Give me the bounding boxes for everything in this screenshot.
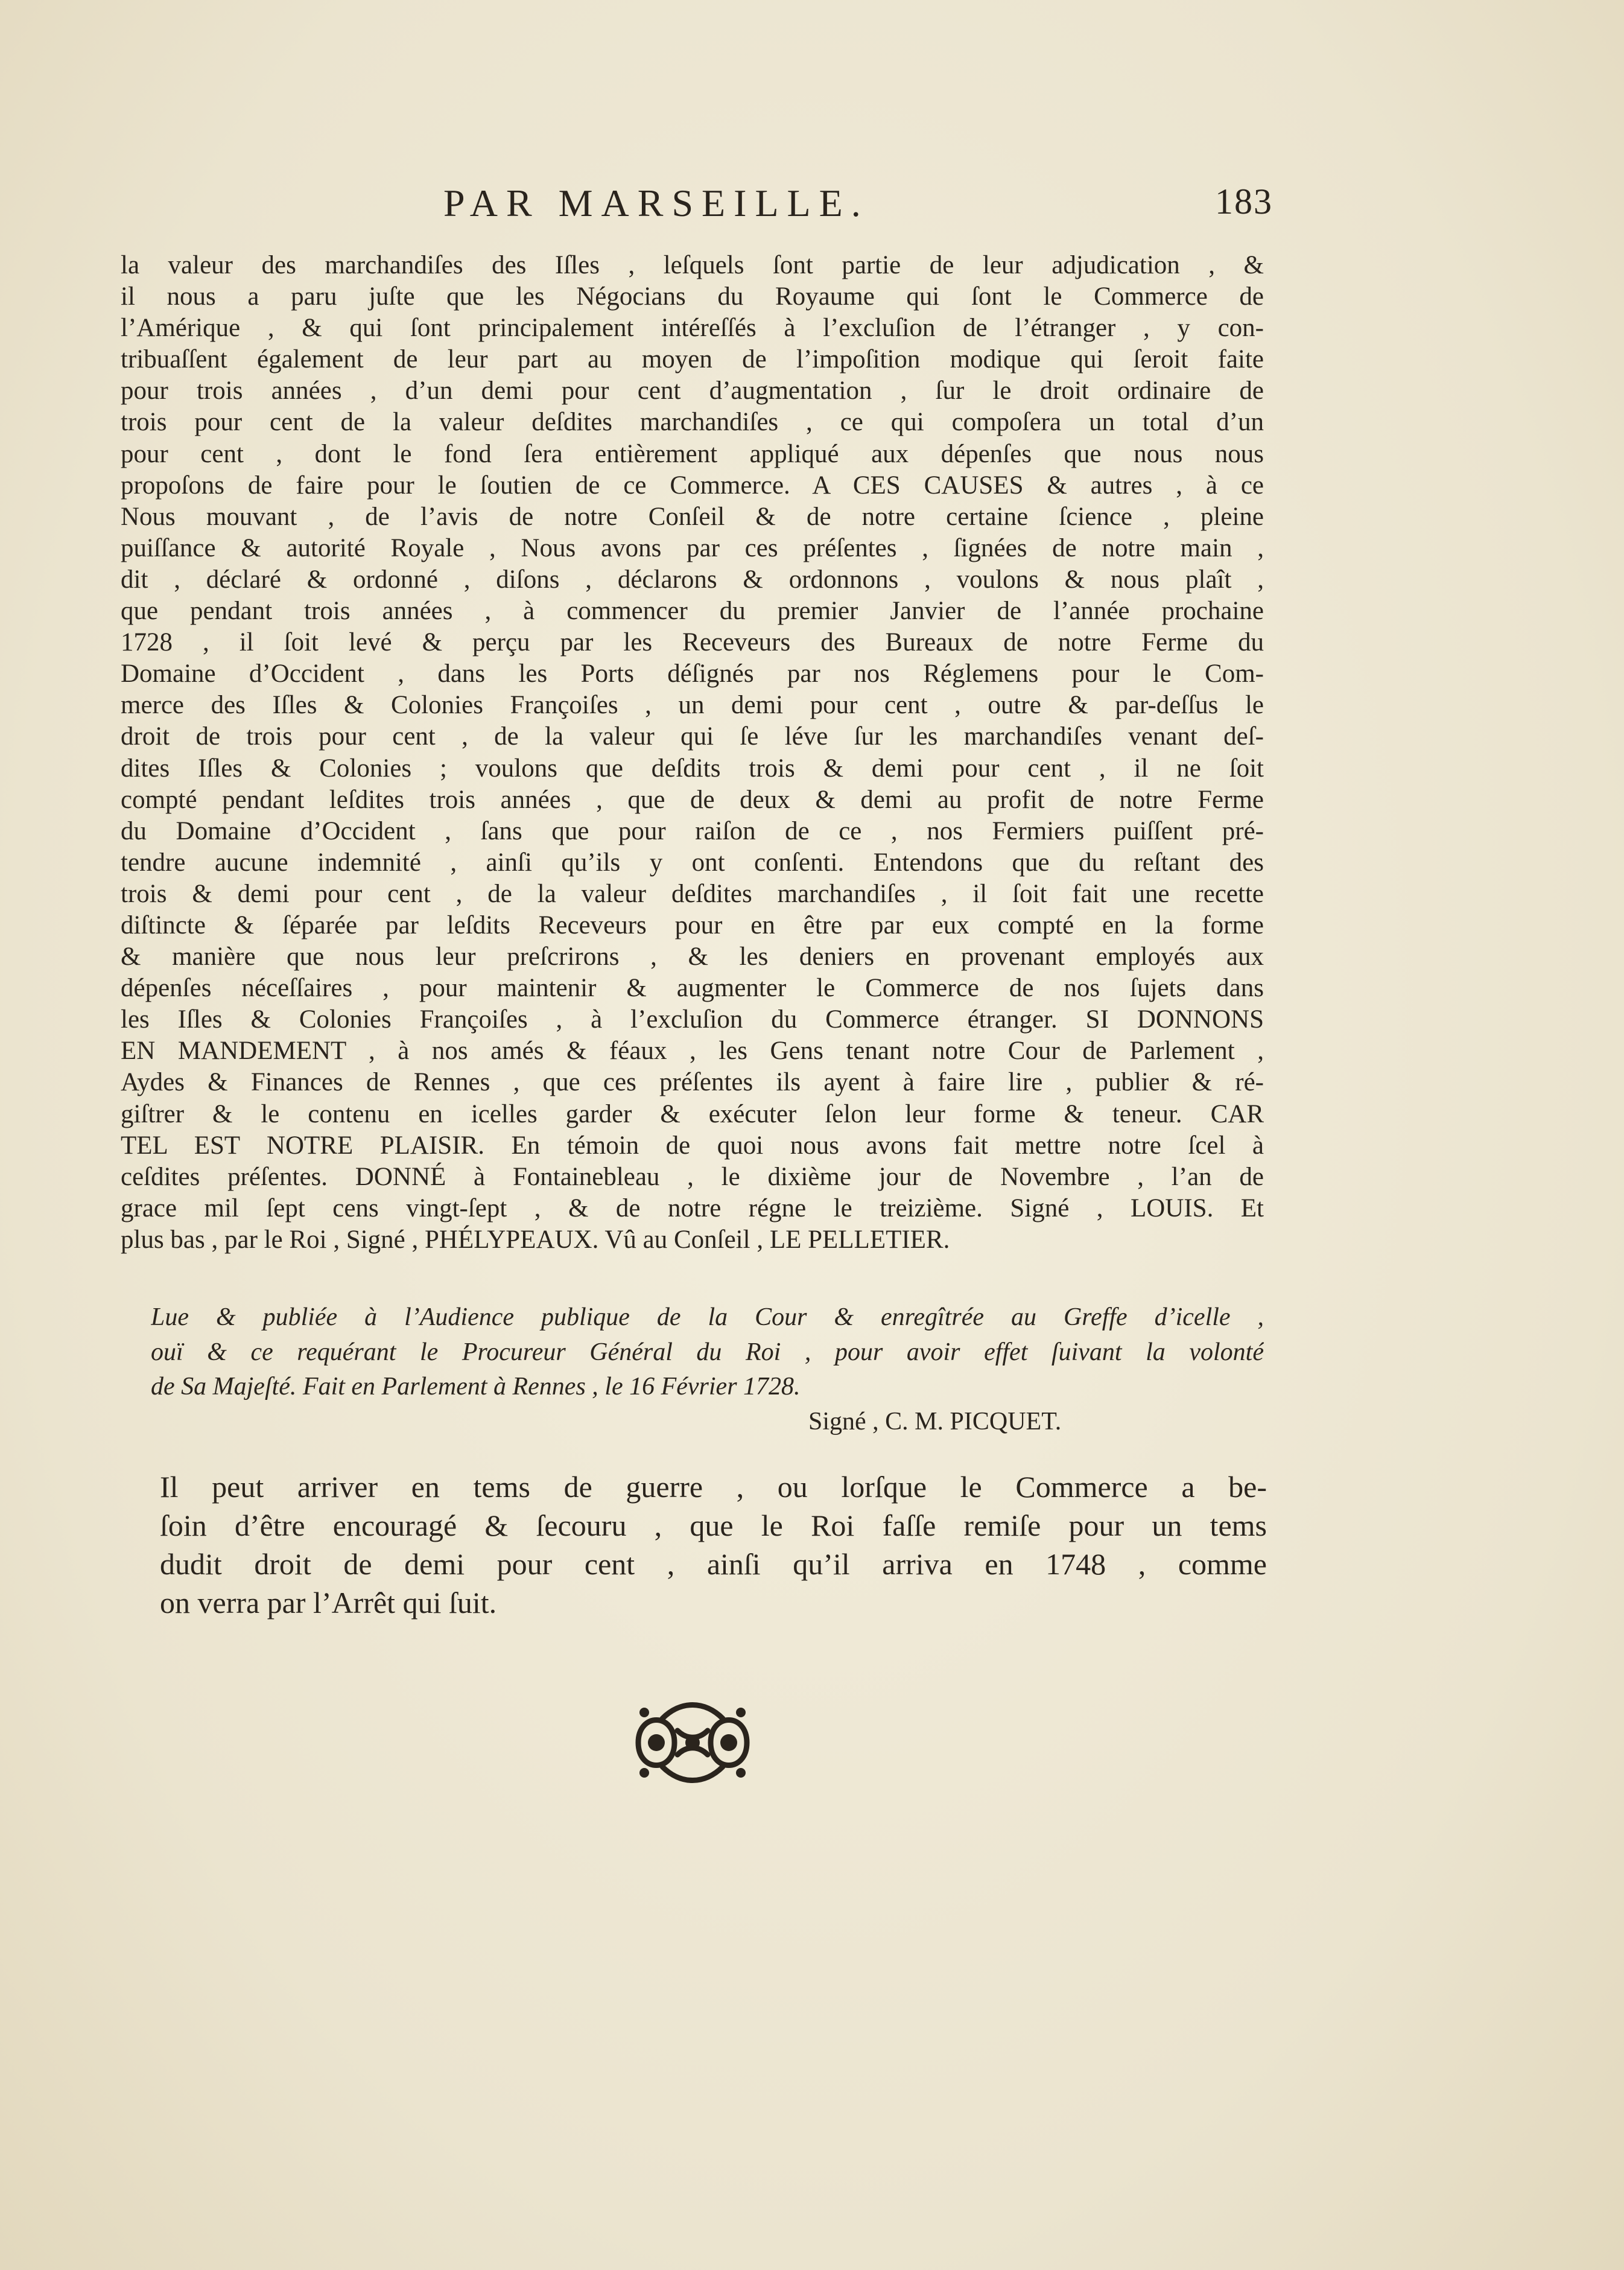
body-line: que pendant trois années , à commencer du premier Janvier de l’année prochaine	[121, 597, 1264, 626]
running-title: PAR MARSEILLE.	[443, 182, 869, 224]
body-line: ceſdites préſentes. DONNÉ à Fontainebleau , le dixième jour de Novembre , l’an de	[121, 1162, 1264, 1191]
body-line: dites Iſles & Colonies ; voulons que deſdits trois & demi pour cent , il ne ſoit	[121, 754, 1264, 783]
note-line: Il peut arriver en tems de guerre , ou lorſque le Commerce a be-	[160, 1470, 1267, 1504]
body-line: pour cent , dont le fond ſera entièrement appliqué aux dépenſes que nous nous	[121, 439, 1264, 468]
body-line: EN MANDEMENT , à nos amés & féaux , les Gens tenant notre Cour de Parlement ,	[121, 1037, 1264, 1066]
body-line: pour trois années , d’un demi pour cent d’augmentation , ſur le droit ordinaire de	[121, 377, 1264, 405]
registration-line: ouï & ce requérant le Procureur Général du Roi , pour avoir effet ſuivant la volonté	[151, 1338, 1264, 1366]
body-line: dépenſes néceſſaires , pour maintenir & augmenter le Commerce de nos ſujets dans	[121, 974, 1264, 1003]
body-line: tribuaſſent également de leur part au moyen de l’impoſition modique qui ſeroit faite	[121, 345, 1264, 374]
body-line: dit , déclaré & ordonné , diſons , déclarons & ordonnons , voulons & nous plaît ,	[121, 565, 1264, 594]
printers-ornament-icon	[626, 1694, 759, 1791]
body-line: grace mil ſept cens vingt-ſept , & de notre régne le treizième. Signé , LOUIS. Et	[121, 1194, 1264, 1222]
body-line: puiſſance & autorité Royale , Nous avons par ces préſentes , ſignées de notre main ,	[121, 533, 1264, 562]
page-header	[0, 181, 1624, 229]
body-line: 1728 , il ſoit levé & perçu par les Receveurs des Bureaux de notre Ferme du	[121, 628, 1264, 657]
body-line: tendre aucune indemnité , ainſi qu’ils y ont conſenti. Entendons que du reſtant des	[121, 848, 1264, 877]
body-line: trois & demi pour cent , de la valeur deſdites marchandiſes , il ſoit fait une recette	[121, 879, 1264, 908]
body-line: & manière que nous leur preſcrirons , & les deniers en provenant employés aux	[121, 943, 1264, 971]
body-line: droit de trois pour cent , de la valeur qui ſe léve ſur les marchandiſes venant deſ-	[121, 722, 1264, 751]
body-line: l’Amérique , & qui ſont principalement intéreſſés à l’excluſion de l’étranger , y con-	[121, 314, 1264, 343]
registration-signature: Signé , C. M. PICQUET.	[808, 1407, 1062, 1435]
body-line: les Iſles & Colonies Françoiſes , à l’excluſion du Commerce étranger. SI DONNONS	[121, 1005, 1264, 1034]
body-line: Domaine d’Occident , dans les Ports déſignés par nos Réglemens pour le Com-	[121, 660, 1264, 688]
body-line: la valeur des marchandiſes des Iſles , leſquels ſont partie de leur adjudication , &	[121, 251, 1264, 279]
body-line: du Domaine d’Occident , ſans que pour raiſon de ce , nos Fermiers puiſſent pré-	[121, 816, 1264, 845]
body-line: TEL EST NOTRE PLAISIR. En témoin de quoi nous avons fait mettre notre ſcel à	[121, 1131, 1264, 1160]
body-line: trois pour cent de la valeur deſdites marchandiſes , ce qui compoſera un total d’un	[121, 408, 1264, 437]
page-number: 183	[1215, 182, 1273, 221]
body-line: compté pendant leſdites trois années , que de deux & demi au profit de notre Ferme	[121, 785, 1264, 814]
body-line: propoſons de faire pour le ſoutien de ce Commerce. A CES CAUSES & autres , à ce	[121, 471, 1264, 500]
registration-line: Lue & publiée à l’Audience publique de la Cour & enregîtrée au Greffe d’icelle ,	[151, 1303, 1264, 1331]
note-line: ſoin d’être encouragé & ſecouru , que le Roi faſſe remiſe pour un tems	[160, 1509, 1267, 1542]
note-line: dudit droit de demi pour cent , ainſi qu’il arriva en 1748 , comme	[160, 1547, 1267, 1581]
registration-notice	[151, 1300, 1264, 1439]
body-line: il nous a paru juſte que les Négocians du Royaume qui ſont le Commerce de	[121, 282, 1264, 311]
body-line: giſtrer & le contenu en icelles garder & exécuter ſelon leur forme & teneur. CAR	[121, 1099, 1264, 1128]
body-line: diſtincte & ſéparée par leſdits Receveurs pour en être par eux compté en la forme	[121, 911, 1264, 939]
editor-note	[160, 1467, 1267, 1622]
body-line: merce des Iſles & Colonies Françoiſes , un demi pour cent , outre & par-deſſus le	[121, 691, 1264, 720]
registration-line: de Sa Majeſté. Fait en Parlement à Rennes , le 16 Février 1728.	[151, 1373, 801, 1400]
body-line: Aydes & Finances de Rennes , que ces préſentes ils ayent à faire lire , publier & ré-	[121, 1068, 1264, 1097]
body-line: plus bas , par le Roi , Signé , PHÉLYPEAUX. Vû au Conſeil , LE PELLETIER.	[121, 1225, 950, 1254]
note-line: on verra par l’Arrêt qui ſuit.	[160, 1586, 497, 1620]
body-text	[121, 250, 1264, 1256]
body-line: Nous mouvant , de l’avis de notre Conſeil & de notre certaine ſcience , pleine	[121, 502, 1264, 531]
